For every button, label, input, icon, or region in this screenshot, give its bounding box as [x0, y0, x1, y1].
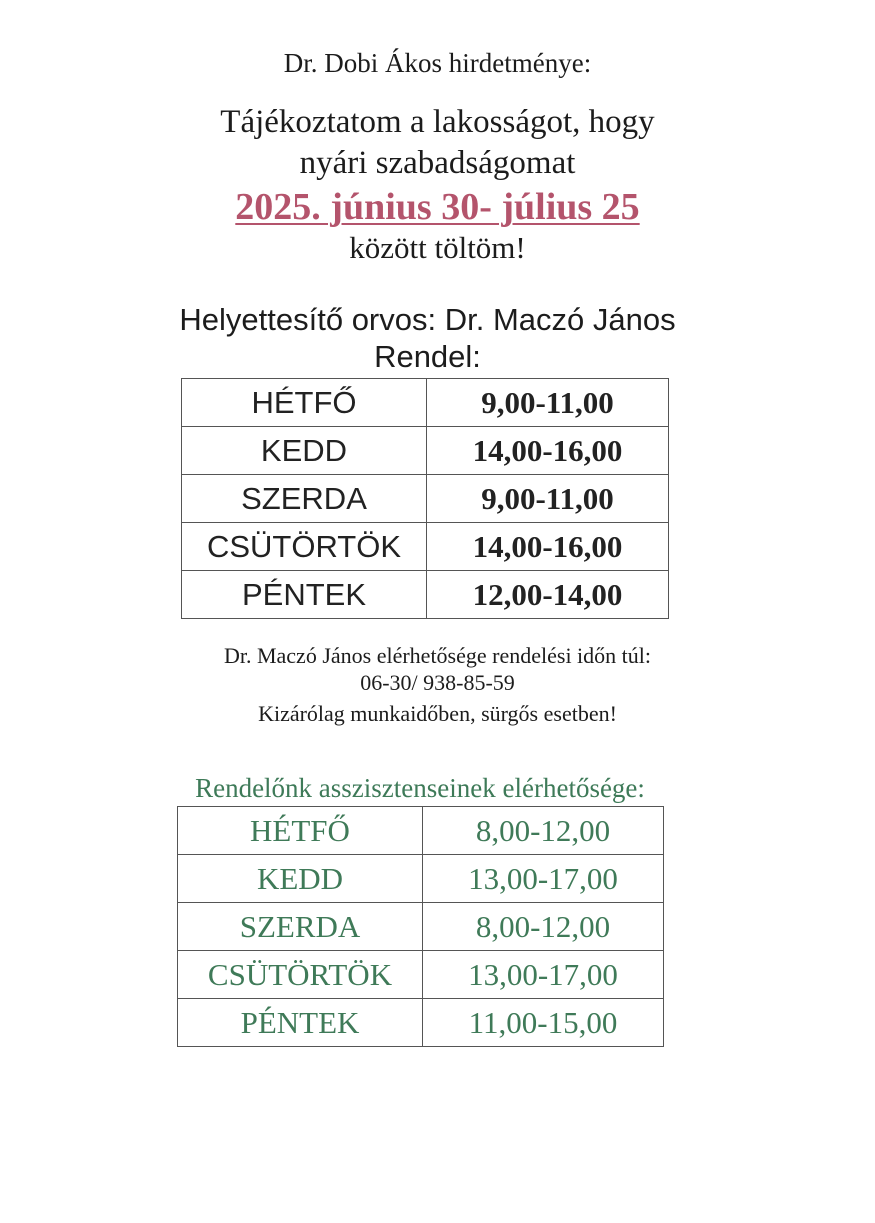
table-row — [182, 427, 669, 475]
hours-cell: 9,00-11,00 — [427, 475, 669, 523]
day-cell: CSÜTÖRTÖK — [182, 523, 427, 571]
contact-line-1: Dr. Maczó János elérhetősége rendelési időn túl: — [223, 643, 652, 668]
doctor-schedule-table — [181, 378, 669, 619]
table-row — [182, 475, 669, 523]
table-row — [178, 999, 664, 1047]
table-row — [182, 379, 669, 427]
day-cell: KEDD — [178, 855, 423, 903]
day-cell: HÉTFŐ — [182, 379, 427, 427]
table-row — [178, 903, 664, 951]
intro-line-3: között töltöm! — [349, 230, 526, 265]
hours-cell: 11,00-15,00 — [423, 999, 664, 1047]
assistant-schedule-table — [177, 806, 664, 1047]
day-cell: SZERDA — [182, 475, 427, 523]
hours-cell: 13,00-17,00 — [423, 855, 664, 903]
day-cell: SZERDA — [178, 903, 423, 951]
rendel-label: Rendel: — [374, 339, 481, 374]
day-cell: PÉNTEK — [182, 571, 427, 619]
hours-cell: 8,00-12,00 — [423, 903, 664, 951]
day-cell: CSÜTÖRTÖK — [178, 951, 423, 999]
hours-cell: 9,00-11,00 — [427, 379, 669, 427]
table-row — [182, 523, 669, 571]
hours-cell: 12,00-14,00 — [427, 571, 669, 619]
table-row — [182, 571, 669, 619]
hours-cell: 8,00-12,00 — [423, 807, 664, 855]
day-cell: HÉTFŐ — [178, 807, 423, 855]
contact-line-3: Kizárólag munkaidőben, sürgős esetben! — [258, 701, 617, 726]
vacation-dates: 2025. június 30- július 25 — [235, 186, 640, 228]
table-row — [178, 951, 664, 999]
substitute-doctor: Helyettesítő orvos: Dr. Maczó János — [179, 302, 676, 337]
hours-cell: 14,00-16,00 — [427, 427, 669, 475]
intro-line-1: Tájékoztatom a lakosságot, hogy — [220, 104, 655, 140]
table-row — [178, 807, 664, 855]
day-cell: PÉNTEK — [178, 999, 423, 1047]
notice-header: Dr. Dobi Ákos hirdetménye: — [283, 48, 592, 78]
hours-cell: 13,00-17,00 — [423, 951, 664, 999]
day-cell: KEDD — [182, 427, 427, 475]
hours-cell: 14,00-16,00 — [427, 523, 669, 571]
intro-line-2: nyári szabadságomat — [299, 145, 576, 181]
assistants-title: Rendelőnk asszisztenseinek elérhetősége: — [195, 773, 645, 803]
contact-phone: 06-30/ 938-85-59 — [360, 670, 515, 695]
table-row — [178, 855, 664, 903]
